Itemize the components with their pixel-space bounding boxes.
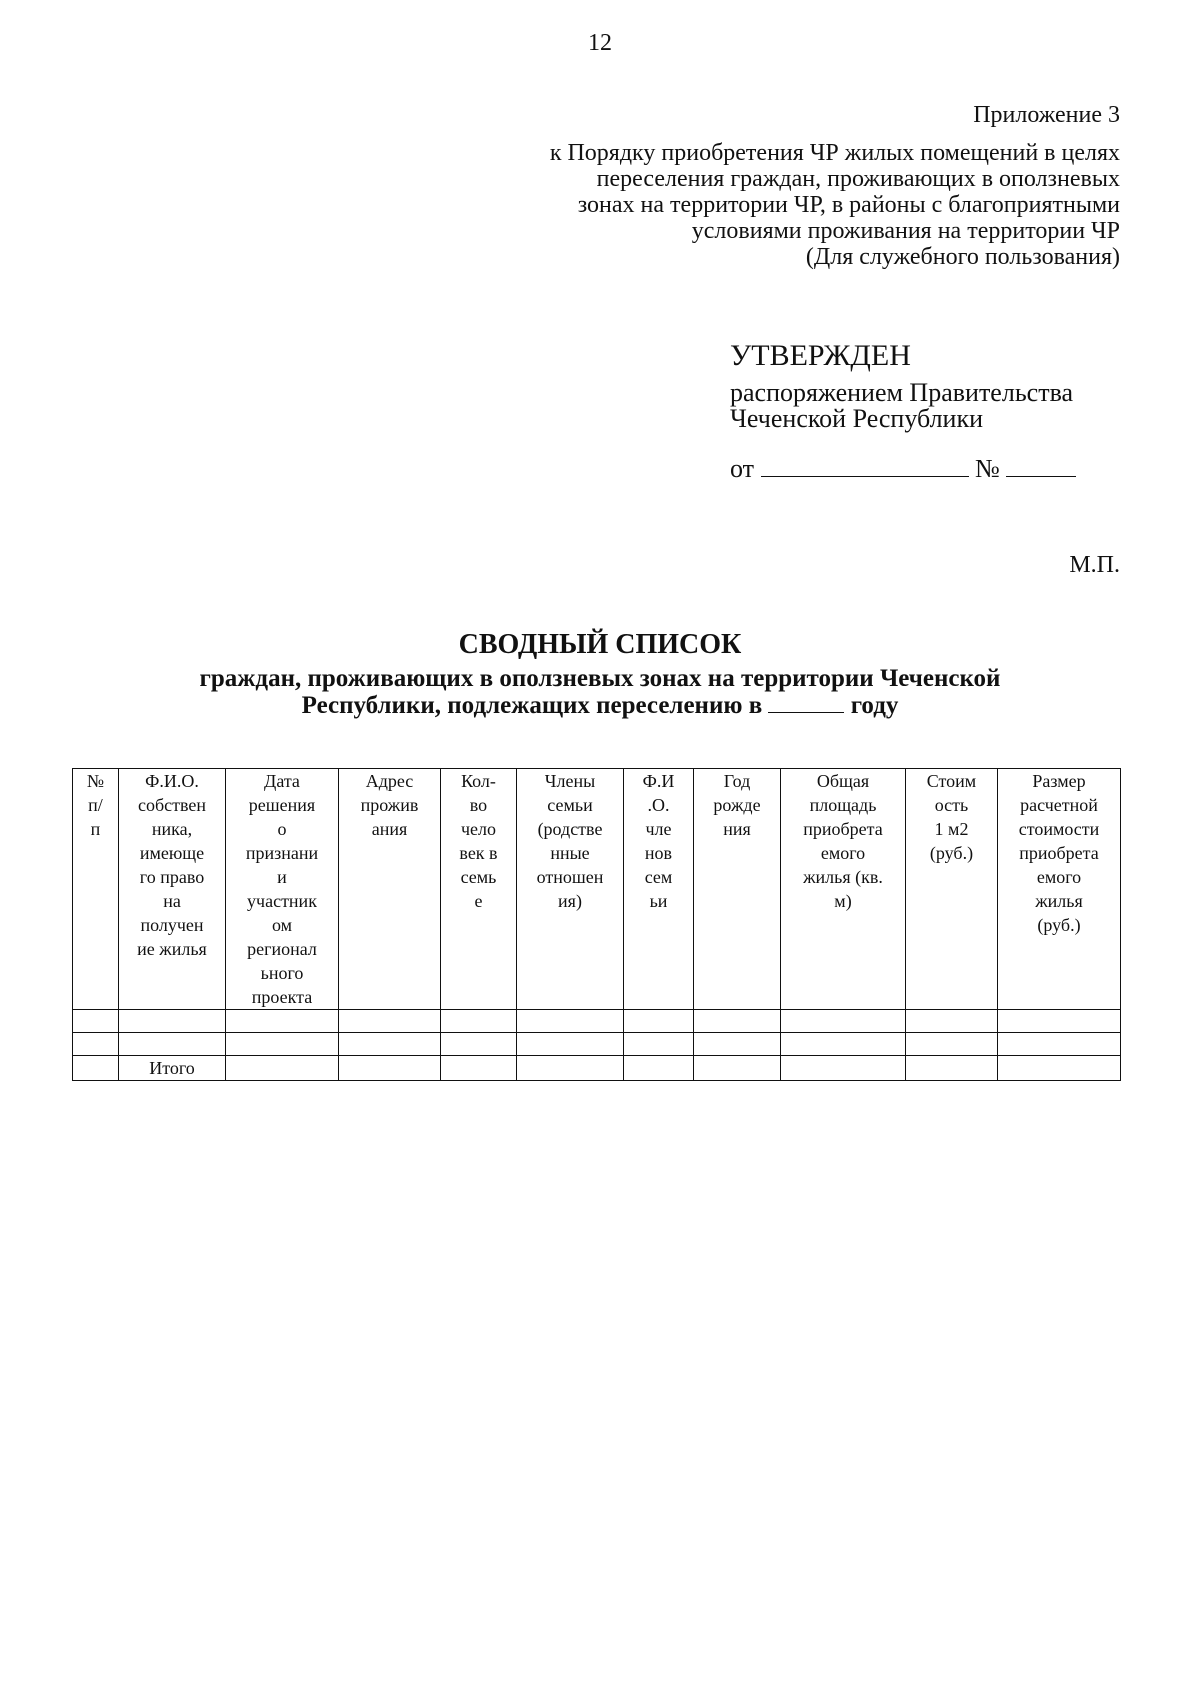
approval-block xyxy=(730,338,1130,484)
column-header-line: п/ xyxy=(88,795,103,815)
column-header-line: Члены xyxy=(544,771,596,791)
column-header-line: е xyxy=(474,891,483,911)
column-header-line: во xyxy=(469,795,488,815)
table-cell[interactable] xyxy=(73,1033,119,1056)
annex-line: к Порядку приобретения ЧР жилых помещений в целях xyxy=(549,140,1120,166)
table-cell[interactable] xyxy=(624,1033,694,1056)
annex-title: Приложение 3 xyxy=(973,102,1120,128)
document-subtitle-line xyxy=(0,692,1200,719)
column-header-line: рожде xyxy=(713,795,761,815)
column-header-line: получен xyxy=(140,915,204,935)
column-header xyxy=(339,769,441,1010)
column-header-line: чело xyxy=(460,819,497,839)
column-header-line: и xyxy=(277,867,287,887)
column-header xyxy=(226,769,339,1010)
table-cell[interactable] xyxy=(226,1033,339,1056)
column-header-line: ом xyxy=(271,915,293,935)
table-cell[interactable] xyxy=(517,1033,624,1056)
column-header-line: Стоим xyxy=(926,771,977,791)
column-header-line: ия) xyxy=(558,891,582,911)
seal-mark: М.П. xyxy=(1069,552,1120,578)
column-header-line: приобрета xyxy=(803,819,883,839)
column-header-line: стоимости xyxy=(1018,819,1100,839)
number-blank-field[interactable] xyxy=(1006,456,1076,477)
column-header-line: (руб.) xyxy=(1037,915,1081,935)
column-header-line: (руб.) xyxy=(929,843,974,863)
column-header-line: расчетной xyxy=(1020,795,1098,815)
table-cell[interactable] xyxy=(119,1010,226,1033)
table-cell[interactable] xyxy=(998,1010,1121,1033)
column-header-line: м) xyxy=(834,891,852,911)
column-header-line: площадь xyxy=(809,795,877,815)
document-title: СВОДНЫЙ СПИСОК xyxy=(458,629,742,660)
column-header-line: Год xyxy=(723,771,751,791)
column-header-line: ьи xyxy=(649,891,668,911)
table-row xyxy=(73,1010,1121,1033)
approval-line: распоряжением Правительства xyxy=(730,378,1074,407)
column-header-line: сем xyxy=(644,867,673,887)
table-cell[interactable] xyxy=(226,1010,339,1033)
column-header-line: отношен xyxy=(536,867,604,887)
document-subtitle-line: граждан, проживающих в оползневых зонах на территории Чеченской xyxy=(199,665,1001,692)
column-header-line: Общая xyxy=(816,771,870,791)
column-header-line: № xyxy=(86,771,105,791)
column-header-line: Ф.И.О. xyxy=(145,771,199,791)
annex-line: условиями проживания на территории ЧР xyxy=(691,218,1120,244)
table-cell[interactable] xyxy=(781,1010,906,1033)
annex-block xyxy=(550,102,1120,270)
table-row xyxy=(73,1033,1121,1056)
table-cell[interactable] xyxy=(624,1056,694,1081)
table-cell[interactable] xyxy=(339,1010,441,1033)
column-header-line: Адрес xyxy=(365,771,414,791)
total-label: Итого xyxy=(119,1056,226,1081)
column-header-line: 1 м2 xyxy=(934,819,969,839)
column-header-line: семь xyxy=(460,867,497,887)
column-header-line: век в xyxy=(459,843,498,863)
column-header-line: ния xyxy=(723,819,751,839)
column-header-line: ания xyxy=(371,819,408,839)
column-header-line: ника, xyxy=(151,819,193,839)
table-cell[interactable] xyxy=(73,1056,119,1081)
table-cell[interactable] xyxy=(339,1056,441,1081)
column-header-line: о xyxy=(277,819,287,839)
table-cell[interactable] xyxy=(906,1056,998,1081)
column-header-line: регионал xyxy=(247,939,317,959)
annex-line: (Для служебного пользования) xyxy=(805,244,1120,270)
table-cell[interactable] xyxy=(781,1033,906,1056)
column-header-line: жилья (кв. xyxy=(803,867,883,887)
column-header xyxy=(906,769,998,1010)
column-header-line: ьного xyxy=(260,963,304,983)
table-cell[interactable] xyxy=(906,1010,998,1033)
table-total-row xyxy=(73,1056,1121,1081)
column-header-line: ие жилья xyxy=(137,939,207,959)
column-header xyxy=(73,769,119,1010)
table-cell[interactable] xyxy=(339,1033,441,1056)
table-cell[interactable] xyxy=(441,1056,517,1081)
approval-line: Чеченской Республики xyxy=(730,404,984,433)
table-cell[interactable] xyxy=(694,1033,781,1056)
table-cell[interactable] xyxy=(517,1056,624,1081)
date-blank-field[interactable] xyxy=(761,456,969,477)
subtitle-text: году xyxy=(850,692,899,719)
column-header-line: .О. xyxy=(647,795,670,815)
column-header xyxy=(998,769,1121,1010)
table-cell[interactable] xyxy=(73,1010,119,1033)
column-header-line: на xyxy=(163,891,181,911)
column-header-line: семьи xyxy=(547,795,593,815)
approval-number-label: № xyxy=(975,454,1000,483)
table-cell[interactable] xyxy=(441,1033,517,1056)
column-header-line: Дата xyxy=(264,771,300,791)
column-header-line: имеюще xyxy=(139,843,205,863)
table-cell[interactable] xyxy=(694,1010,781,1033)
column-header-line: (родстве xyxy=(537,819,603,839)
column-header-line: ость xyxy=(934,795,969,815)
column-header-line: Размер xyxy=(1032,771,1086,791)
table-cell[interactable] xyxy=(119,1033,226,1056)
approval-heading: УТВЕРЖДЕН xyxy=(730,339,911,372)
column-header-line: емого xyxy=(1036,867,1082,887)
column-header-line: го право xyxy=(139,867,205,887)
column-header xyxy=(624,769,694,1010)
column-header-line: приобрета xyxy=(1019,843,1099,863)
approval-date-prefix: от xyxy=(730,454,755,483)
table-cell[interactable] xyxy=(624,1010,694,1033)
column-header-line: п xyxy=(90,819,101,839)
register-table xyxy=(72,768,1121,1081)
table-cell[interactable] xyxy=(781,1056,906,1081)
annex-line: зонах на территории ЧР, в районы с благоприятными xyxy=(577,192,1120,218)
column-header-line: Кол- xyxy=(461,771,496,791)
title-block xyxy=(0,628,1200,719)
approval-date-line xyxy=(730,454,1130,484)
column-header-line: жилья xyxy=(1035,891,1083,911)
table-cell[interactable] xyxy=(694,1056,781,1081)
column-header xyxy=(694,769,781,1010)
page-number: 12 xyxy=(588,30,612,56)
table-cell[interactable] xyxy=(998,1056,1121,1081)
column-header-line: прожив xyxy=(360,795,419,815)
table-cell[interactable] xyxy=(998,1033,1121,1056)
table-header-row xyxy=(73,769,1121,1010)
column-header-line: нные xyxy=(550,843,590,863)
table-cell[interactable] xyxy=(226,1056,339,1081)
column-header-line: чле xyxy=(645,819,672,839)
column-header xyxy=(781,769,906,1010)
column-header xyxy=(119,769,226,1010)
column-header-line: участник xyxy=(247,891,317,911)
subtitle-text: Республики, подлежащих переселению в xyxy=(301,692,763,719)
column-header-line: нов xyxy=(644,843,673,863)
column-header-line: решения xyxy=(248,795,316,815)
column-header-line: проекта xyxy=(251,987,313,1007)
table-cell[interactable] xyxy=(517,1010,624,1033)
column-header xyxy=(517,769,624,1010)
column-header-line: Ф.И xyxy=(642,771,675,791)
column-header-line: собствен xyxy=(137,795,207,815)
column-header-line: признани xyxy=(245,843,319,863)
table-cell[interactable] xyxy=(906,1033,998,1056)
column-header-line: емого xyxy=(820,843,866,863)
annex-line: переселения граждан, проживающих в оползневых xyxy=(596,166,1120,192)
column-header xyxy=(441,769,517,1010)
year-blank-field[interactable] xyxy=(768,692,844,713)
table-cell[interactable] xyxy=(441,1010,517,1033)
